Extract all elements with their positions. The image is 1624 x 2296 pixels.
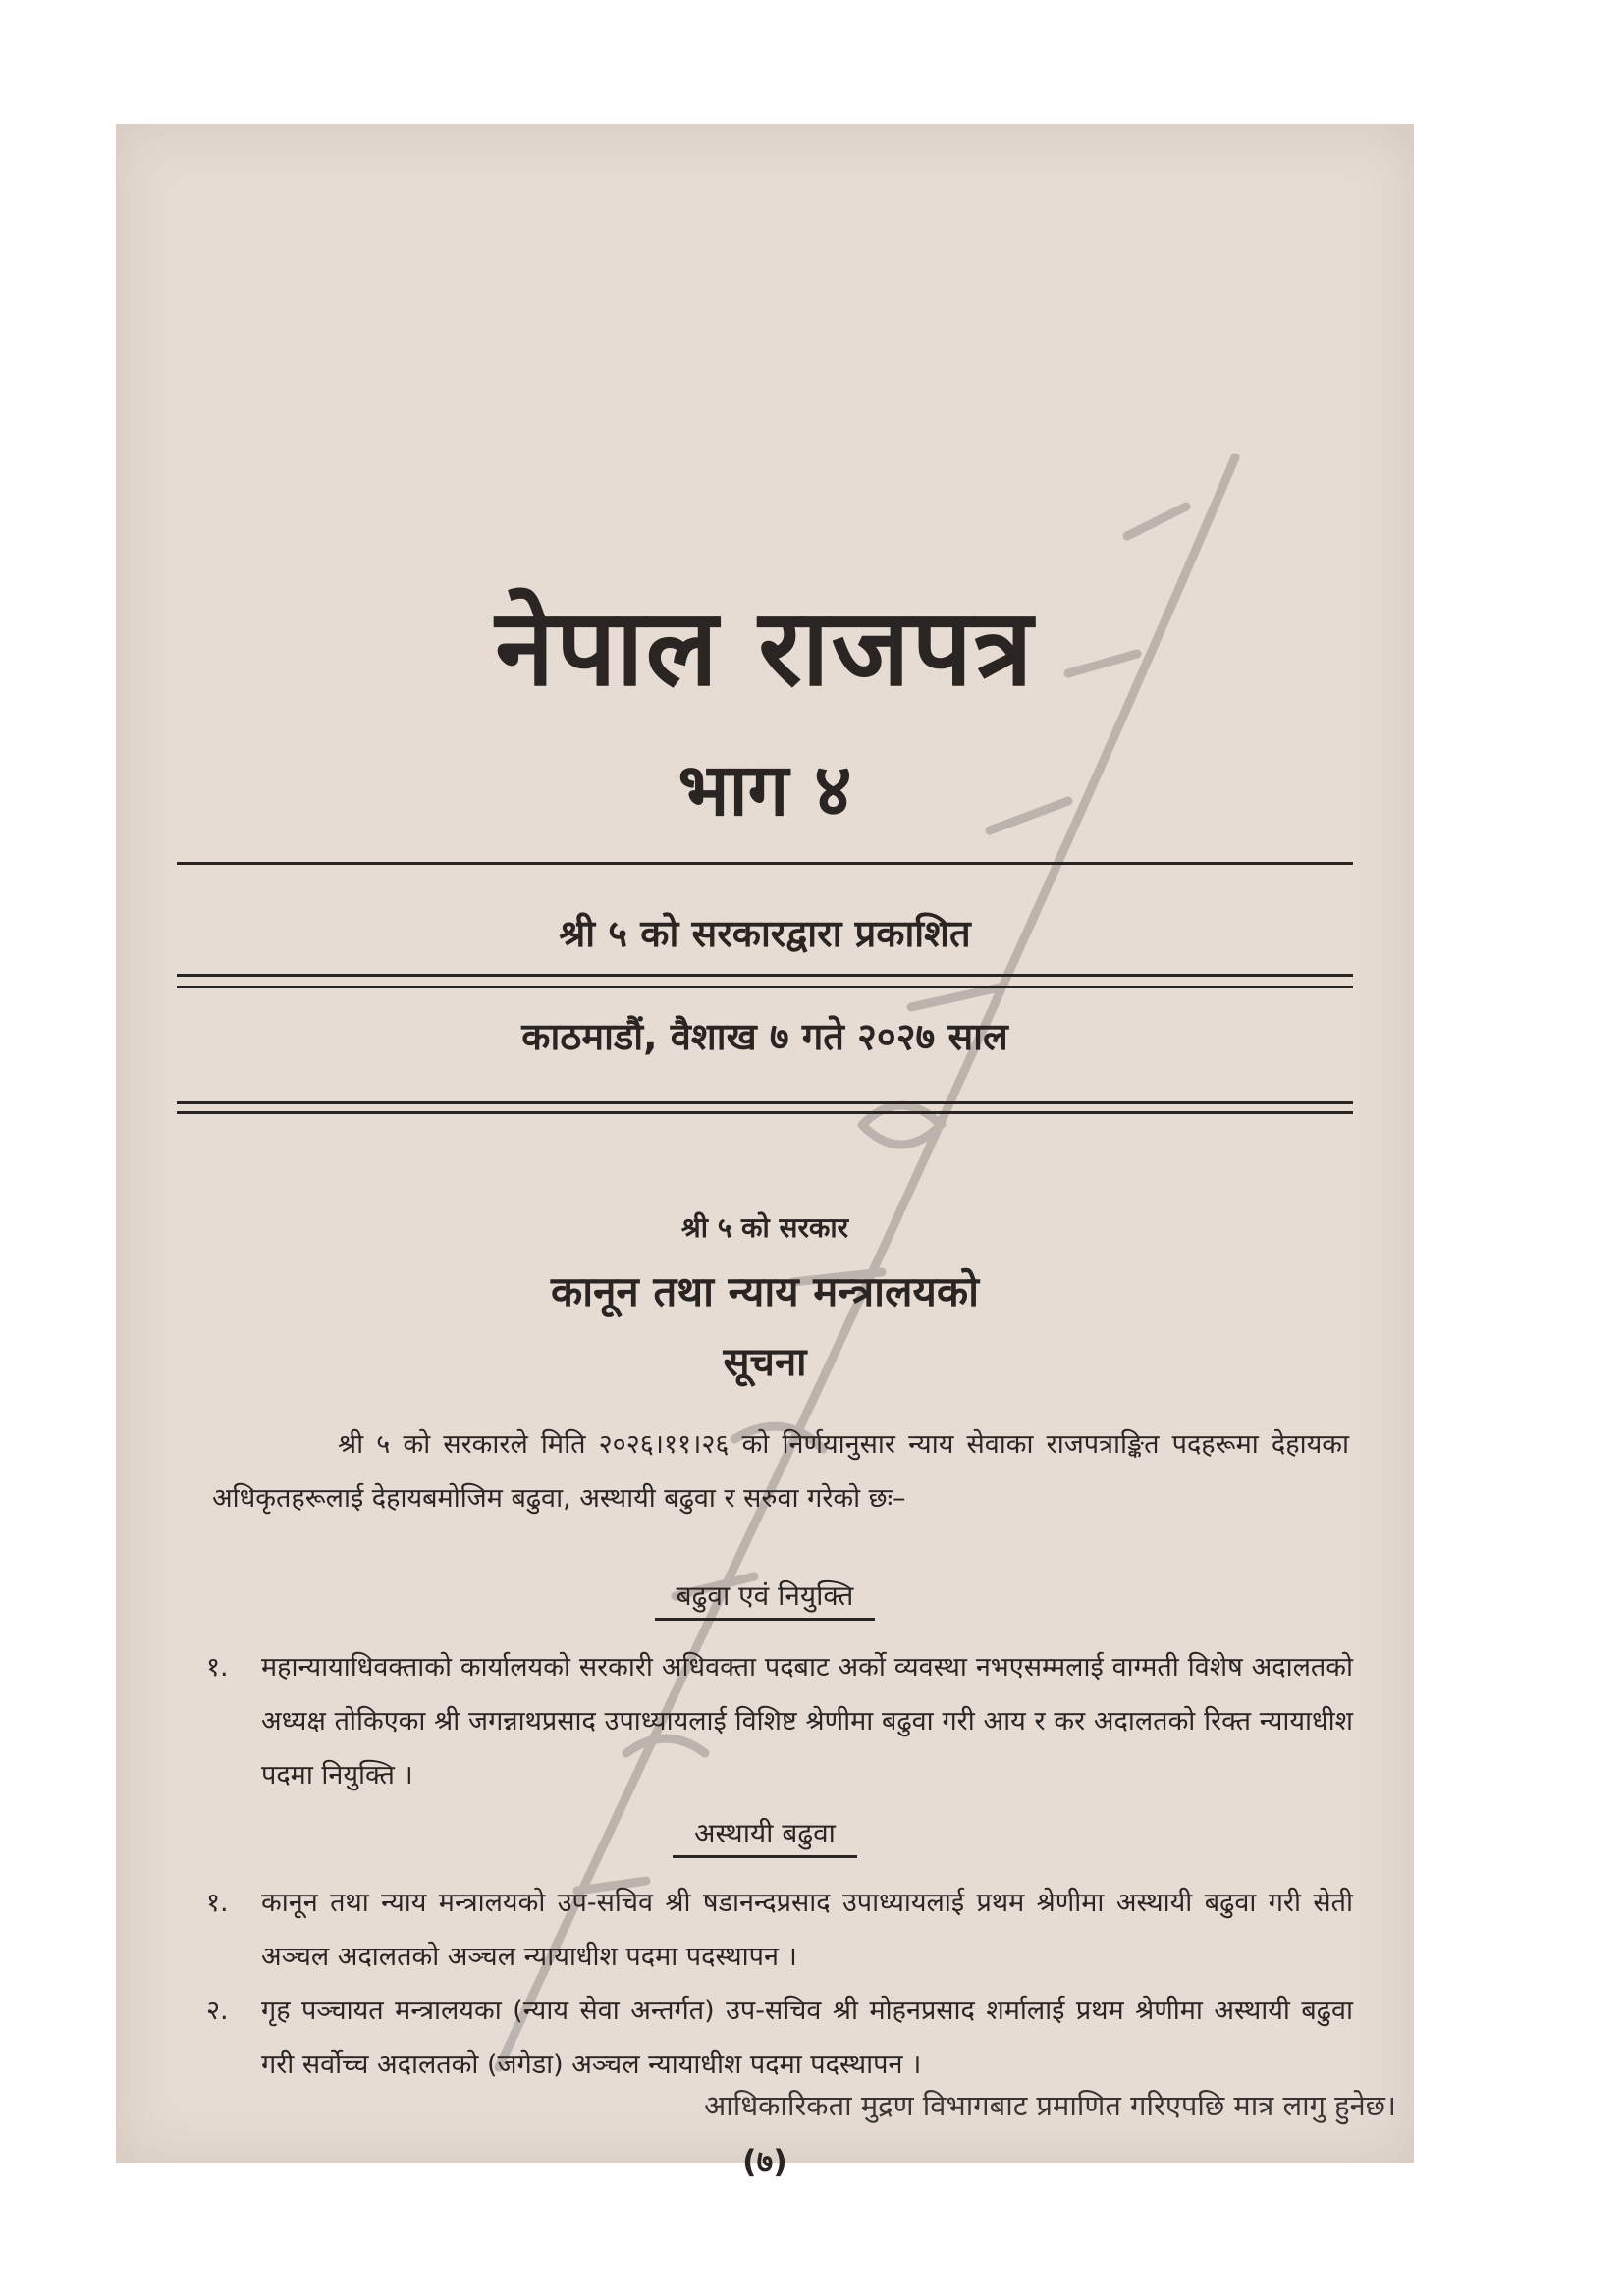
- divider-line: [177, 986, 1353, 988]
- item-number: १.: [206, 1652, 229, 1682]
- item-text: महान्यायाधिवक्ताको कार्यालयको सरकारी अधिवक्ता पदबाट अर्को व्यवस्था नभएसम्मलाई वाग्मती विशेष अदालतको अध्यक्ष तोकिएका श्री जगन्नाथप्रसाद उपाध्यायलाई विशिष्ट श्रेणीमा बढुवा गरी आय र कर अदालतको रिक्त न्यायाधीश पदमा नियुक्ति ।: [261, 1652, 1353, 1790]
- item-number: २.: [206, 1996, 229, 2026]
- item-number: १.: [206, 1888, 229, 1918]
- gazette-page: [116, 124, 1414, 2180]
- intro-paragraph: [212, 1417, 1349, 1525]
- section-heading: [116, 1814, 1414, 1858]
- notice-title: सूचना: [723, 1340, 807, 1385]
- divider-line: [177, 974, 1353, 977]
- divider-line: [177, 1111, 1353, 1114]
- list-item: [206, 1876, 1353, 1984]
- divider-line: [177, 1101, 1353, 1104]
- list-item: [206, 1640, 1353, 1802]
- dateline: काठमाडौं, वैशाख ७ गते २०२७ साल: [521, 1015, 1008, 1058]
- divider-line: [177, 862, 1353, 865]
- part-number: भाग ४: [677, 748, 852, 832]
- list-item: [206, 1984, 1353, 2092]
- item-text: कानून तथा न्याय मन्त्रालयको उप-सचिव श्री षडानन्दप्रसाद उपाध्यायलाई प्रथम श्रेणीमा अस्थायी बढुवा गरी सेती अञ्चल अदालतको अञ्चल न्यायाधीश पदमा पदस्थापन ।: [261, 1888, 1353, 1972]
- gazette-title: नेपाल राजपत्र: [495, 587, 1035, 710]
- section-heading-text: बढुवा एवं नियुक्ति: [655, 1576, 876, 1621]
- publisher-line: श्री ५ को सरकारद्वारा प्रकाशित: [559, 912, 971, 955]
- section-heading: [116, 1576, 1414, 1621]
- page-number: (७): [742, 2143, 787, 2180]
- intro-text: श्री ५ को सरकारले मिति २०२६।११।२६ को निर्णयानुसार न्याय सेवाका राजपत्राङ्कित पदहरूमा देहायका अधिकृतहरूलाई देहायबमोजिम बढुवा, अस्थायी बढुवा र सरुवा गरेको छः–: [212, 1429, 1349, 1514]
- ministry-name: कानून तथा न्याय मन्त्रालयको: [550, 1267, 980, 1315]
- section-heading-text: अस्थायी बढुवा: [673, 1814, 857, 1858]
- government-line: श्री ५ को सरकार: [680, 1211, 849, 1244]
- item-text: गृह पञ्चायत मन्त्रालयका (न्याय सेवा अन्तर्गत) उप-सचिव श्री मोहनप्रसाद शर्मालाई प्रथम श्रेणीमा अस्थायी बढुवा गरी सर्वोच्च अदालतको (जगेडा) अञ्चल न्यायाधीश पदमा पदस्थापन ।: [261, 1996, 1353, 2080]
- authenticity-footer: आधिकारिकता मुद्रण विभागबाट प्रमाणित गरिएपछि मात्र लागु हुनेछ।: [704, 2089, 1396, 2122]
